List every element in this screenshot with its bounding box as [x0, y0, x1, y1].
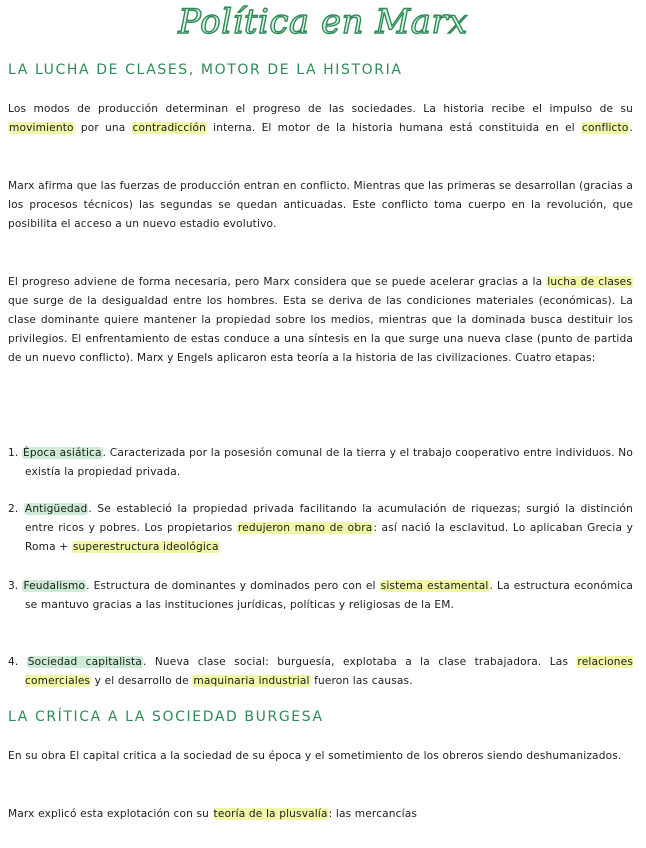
highlight-contradiccion: contradicción: [132, 122, 206, 134]
stage-name-feudalismo: Feudalismo: [23, 580, 86, 592]
paragraph-fuerzas-produccion: Marx afirma que las fuerzas de producción entran en conflicto. Mientras que las primeras se desarrollan (gracias a los procesos técnicos) las segundas se quedan anticuadas. Este conflicto toma cuerpo en la revolución, que posibilita el acceso a un nuevo estadio evolutivo.: [8, 180, 633, 230]
highlight-redujeron-mano-de-obra: redujeron mano de obra: [237, 522, 373, 534]
highlight-maquinaria-industrial: maquinaria industrial: [193, 675, 310, 687]
highlight-sistema-estamental: sistema estamental: [380, 580, 489, 592]
section-heading-critica: LA CRÍTICA A LA SOCIEDAD BURGESA: [8, 709, 324, 725]
stage-sociedad-capitalista: 4. Sociedad capitalista. Nueva clase social: burguesía, explotaba a la clase trabajadora. Las relaciones comerciales y el desarrollo de maquinaria industrial fueron las causas.: [8, 656, 633, 687]
highlight-movimiento: movimiento: [9, 122, 74, 134]
paragraph-el-capital: En su obra El capital critica a la sociedad de su época y el sometimiento de los obreros siendo deshumanizados.: [8, 750, 622, 762]
stage-name-antiguedad: Antigüedad: [24, 503, 88, 515]
stage-name-epoca-asiatica: Época asiática: [23, 447, 102, 459]
stage-feudalismo: 3. Feudalismo. Estructura de dominantes y dominados pero con el sistema estamental. La estructura económica se mantuvo gracias a las instituciones jurídicas, políticas y religiosas de la EM.: [8, 580, 634, 611]
stage-antiguedad: 2. Antigüedad. Se estableció la propiedad privada facilitando la acumulación de riquezas; surgió la distinción entre ricos y pobres. Los propietarios redujeron mano de obra: así nació la esclavitud. Lo aplicaban Grecia y Roma + superestructura ideológica: [8, 503, 633, 553]
page-title: Política en Marx: [178, 2, 468, 42]
stage-epoca-asiatica: 1. Época asiática. Caracterizada por la posesión comunal de la tierra y el trabajo cooperativo entre individuos. No existía la propiedad privada.: [8, 447, 633, 478]
stage-name-sociedad-capitalista: Sociedad capitalista: [27, 656, 143, 668]
paragraph-progreso: El progreso adviene de forma necesaria, pero Marx considera que se puede acelerar gracias a la lucha de clases que surge de la desigualdad entre los hombres. Esta se deriva de las condiciones materiales (económicas). La clase dominante quiere mantener la propiedad sobre los medios, mientras que la dominada busca destituir los privilegios. El enfrentamiento de estas conduce a una síntesis en la que surge una nueva clase (punto de partida de un nuevo conflicto). Marx y Engels aplicaron esta teoría a la historia de las civilizaciones. Cuatro etapas:: [8, 276, 633, 364]
highlight-superestructura: superestructura ideológica: [72, 541, 219, 553]
paragraph-modos-de-produccion: Los modos de producción determinan el progreso de las sociedades. La historia recibe el impulso de su movimiento por una contradicción interna. El motor de la historia humana está constituida en el conflicto.: [8, 103, 633, 134]
paragraph-plusvalia: Marx explicó esta explotación con su teoría de la plusvalía: las mercancías: [8, 808, 418, 820]
highlight-teoria-plusvalia: teoría de la plusvalía: [213, 808, 328, 820]
highlight-relaciones-comerciales: relaciones comerciales: [25, 656, 633, 687]
section-heading-lucha-de-clases: LA LUCHA DE CLASES, MOTOR DE LA HISTORIA: [8, 62, 403, 78]
highlight-lucha-de-clases: lucha de clases: [547, 276, 633, 288]
highlight-conflicto: conflicto: [582, 122, 629, 134]
